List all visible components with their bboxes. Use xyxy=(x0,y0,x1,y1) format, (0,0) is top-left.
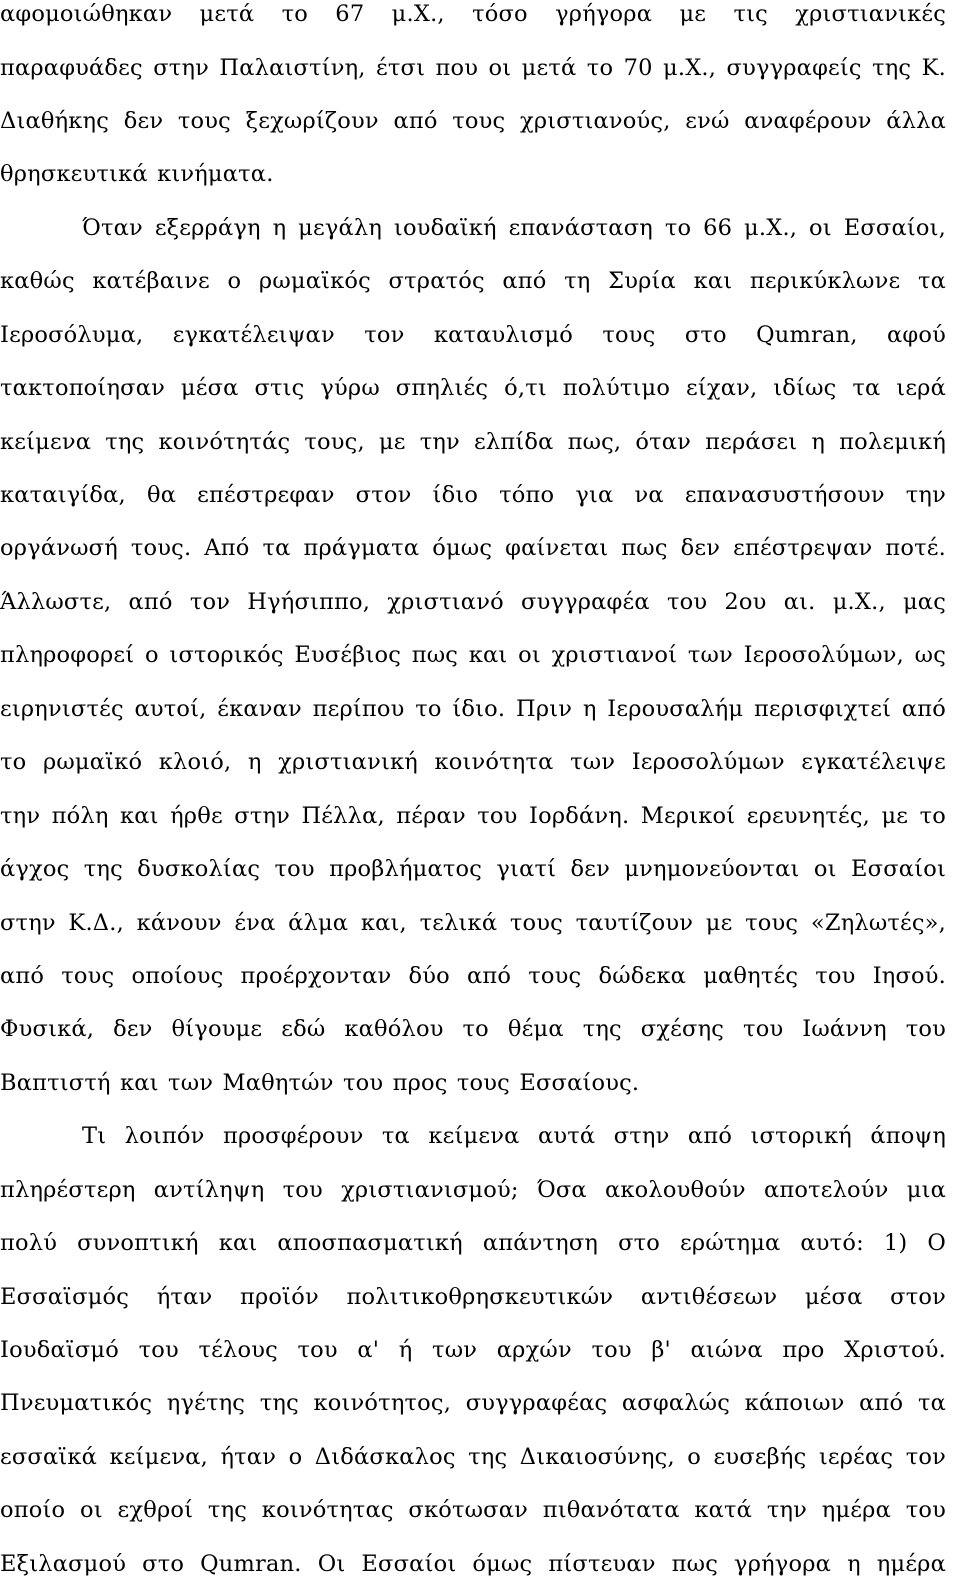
text-line: το ρωμαϊκό κλοιό, η χριστιανική κοινότητα των Ιεροσολύμων εγκατέλειψε xyxy=(0,749,946,775)
text-line: Διαθήκης δεν τους ξεχωρίζουν από τους χριστιανούς, ενώ αναφέρουν άλλα xyxy=(0,108,946,134)
text-line: Όταν εξερράγη η μεγάλη ιουδαϊκή επανάσταση το 66 μ.Χ., οι Εσσαίοι, xyxy=(82,215,946,241)
text-line: Άλλωστε, από τον Ηγήσιππο, χριστιανό συγγραφέα του 2ου αι. μ.Χ., μας xyxy=(0,589,946,615)
text-line: Τι λοιπόν προσφέρουν τα κείμενα αυτά στην από ιστορική άποψη xyxy=(82,1123,946,1149)
text-line: την πόλη και ήρθε στην Πέλλα, πέραν του Ιορδάνη. Μερικοί ερευνητές, με το xyxy=(0,803,946,829)
text-line: εσσαϊκά κείμενα, ήταν ο Διδάσκαλος της Δικαιοσύνης, ο ευσεβής ιερέας τον xyxy=(0,1444,946,1470)
text-line: οποίο οι εχθροί της κοινότητας σκότωσαν πιθανότατα κατά την ημέρα του xyxy=(0,1497,946,1523)
text-line: Βαπτιστή και των Μαθητών του προς τους Εσσαίους. xyxy=(0,1070,640,1096)
text-line: παραφυάδες στην Παλαιστίνη, έτσι που οι μετά το 70 μ.Χ., συγγραφείς της Κ. xyxy=(0,55,946,81)
text-line: Φυσικά, δεν θίγουμε εδώ καθόλου το θέμα της σχέσης του Ιωάννη του xyxy=(0,1016,946,1042)
text-line: κείμενα της κοινότητάς τους, με την ελπίδα πως, όταν περάσει η πολεμική xyxy=(0,429,946,455)
text-line: Ιεροσόλυμα, εγκατέλειψαν τον καταυλισμό τους στο Qumran, αφού xyxy=(0,322,946,348)
text-line: πληροφορεί ο ιστορικός Ευσέβιος πως και οι χριστιανοί των Ιεροσολύμων, ως xyxy=(0,642,946,668)
text-line: καταιγίδα, θα επέστρεφαν στον ίδιο τόπο για να επανασυστήσουν την xyxy=(0,482,946,508)
text-line: στην Κ.Δ., κάνουν ένα άλμα και, τελικά τους ταυτίζουν με τους «Ζηλωτές», xyxy=(0,910,946,936)
text-line: Εσσαϊσμός ήταν προϊόν πολιτικοθρησκευτικών αντιθέσεων μέσα στον xyxy=(0,1284,946,1310)
text-line: καθώς κατέβαινε ο ρωμαϊκός στρατός από τη Συρία και περικύκλωνε τα xyxy=(0,268,946,294)
text-line: τακτοποίησαν μέσα στις γύρω σπηλιές ό,τι πολύτιμο είχαν, ιδίως τα ιερά xyxy=(0,375,946,401)
text-line: πολύ συνοπτική και αποσπασματική απάντηση στο ερώτημα αυτό: 1) Ο xyxy=(0,1230,946,1256)
text-line: Πνευματικός ηγέτης της κοινότητος, συγγραφέας ασφαλώς κάποιων από τα xyxy=(0,1390,946,1416)
text-line: Ιουδαϊσμό του τέλους του α' ή των αρχών του β' αιώνα προ Χριστού. xyxy=(0,1337,946,1363)
text-line: θρησκευτικά κινήματα. xyxy=(0,161,274,187)
text-line: οργάνωσή τους. Από τα πράγματα όμως φαίνεται πως δεν επέστρεψαν ποτέ. xyxy=(0,535,946,561)
text-line: αφομοιώθηκαν μετά το 67 μ.Χ., τόσο γρήγορα με τις χριστιανικές xyxy=(0,1,946,27)
text-line: από τους οποίους προέρχονταν δύο από τους δώδεκα μαθητές του Ιησού. xyxy=(0,963,946,989)
text-line: πληρέστερη αντίληψη του χριστιανισμού; Όσα ακολουθούν αποτελούν μια xyxy=(0,1177,946,1203)
text-line: άγχος της δυσκολίας του προβλήματος γιατί δεν μνημονεύονται οι Εσσαίοι xyxy=(0,856,946,882)
text-line: Εξιλασμού στο Qumran. Οι Εσσαίοι όμως πίστευαν πως γρήγορα η ημέρα xyxy=(0,1551,946,1577)
text-line: ειρηνιστές αυτοί, έκαναν περίπου το ίδιο. Πριν η Ιερουσαλήμ περισφιχτεί από xyxy=(0,696,946,722)
